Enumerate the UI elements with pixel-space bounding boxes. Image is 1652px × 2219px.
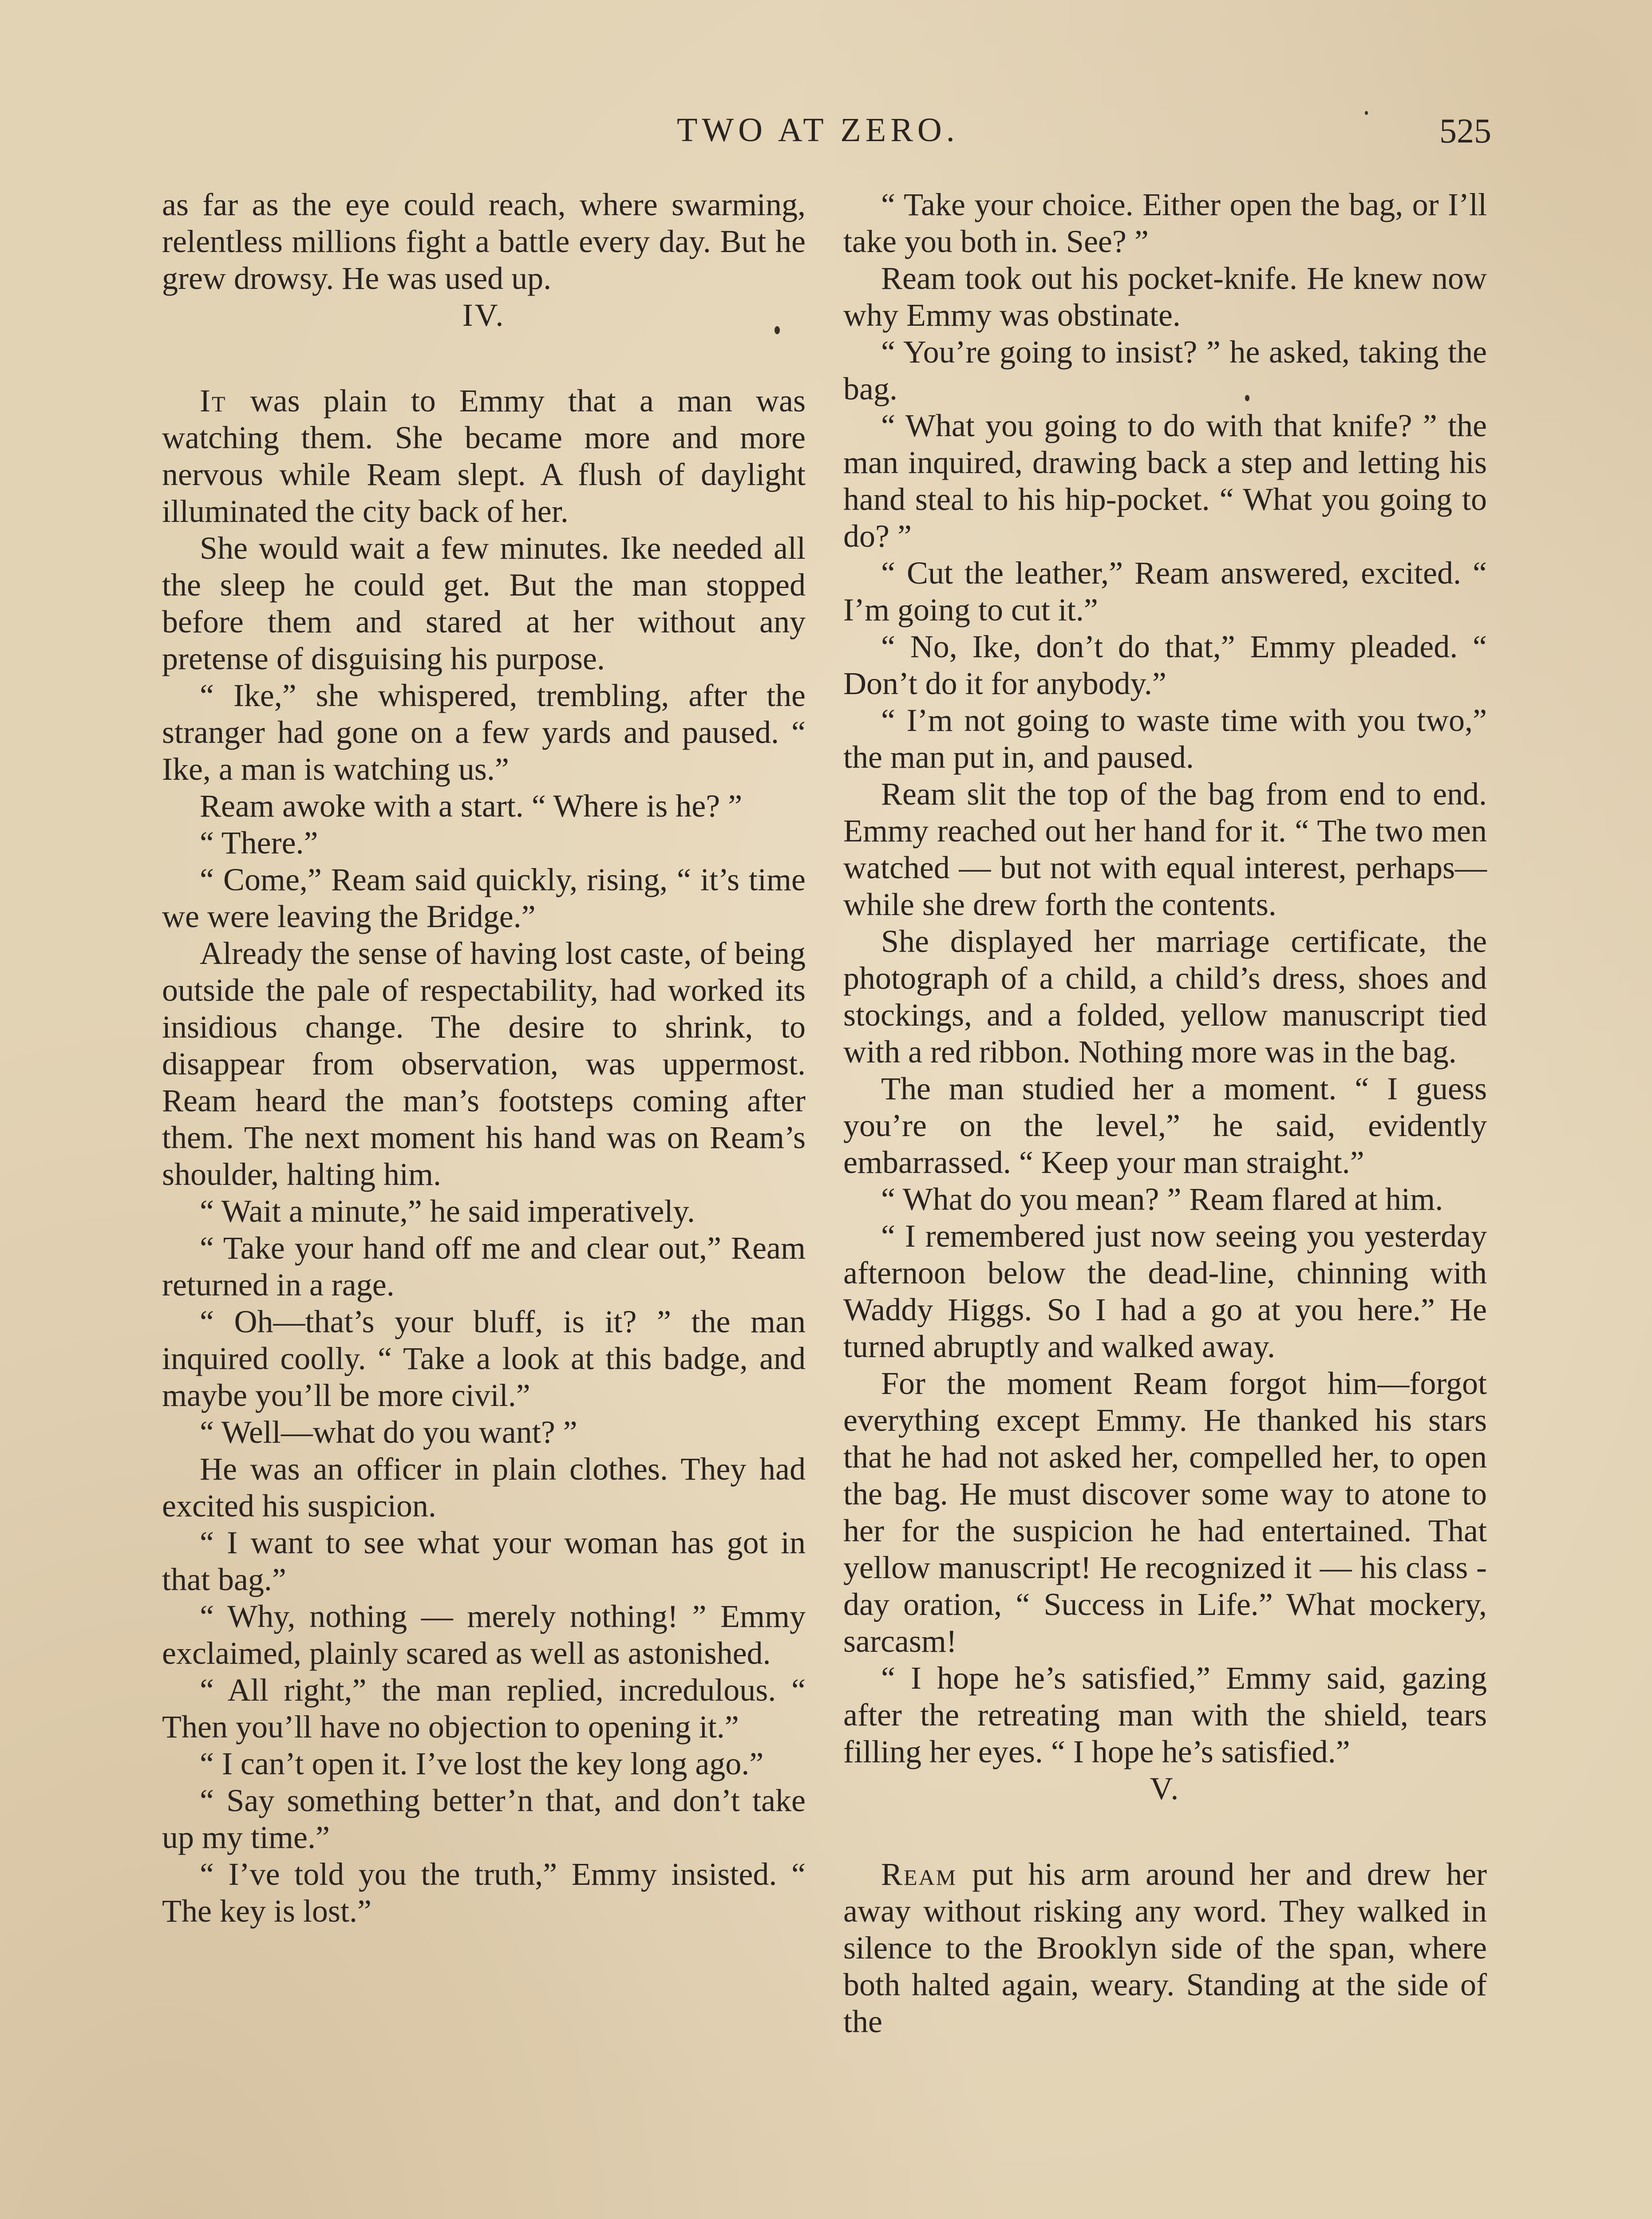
paragraph: “ Say something better’n that, and don’t take up my time.” (162, 1783, 806, 1855)
paragraph-text: was plain to Emmy that a man was watching them. She became more and more nervous while Ream slept. A flush of daylight illuminated the city back of her. (162, 383, 806, 529)
paper-speck (1245, 395, 1249, 401)
paper-speck (1365, 111, 1368, 115)
paragraph: “ Take your hand off me and clear out,” Ream returned in a rage. (162, 1230, 806, 1303)
paragraph: For the moment Ream forgot him—forgot everything except Emmy. He thanked his stars that he had not asked her, compelled her, to open the bag. He must discover some way to atone to her for the suspicion he had entertained. That yellow manuscript! He recognized it — his class - day oration, “ Success in Life.” What mockery, sarcasm! (843, 1366, 1487, 1659)
paragraph: He was an officer in plain clothes. They had excited his suspicion. (162, 1451, 806, 1524)
paragraph: Ream awoke with a start. “ Where is he? ” (200, 788, 743, 824)
paragraph (162, 383, 806, 530)
paragraph: She would wait a few minutes. Ike needed all the sleep he could get. But the man stopped before them and stared at her without any pretense of disguising his purpose. (162, 530, 806, 676)
paragraph (843, 1856, 1487, 2040)
paragraph: “ Come,” Ream said quickly, rising, “ it’s time we were leaving the Bridge.” (162, 862, 806, 934)
paragraph: She displayed her marriage certificate, the photograph of a child, a child’s dress, shoes and stockings, and a folded, yellow manuscript tied with a red ribbon. Nothing more was in the bag. (843, 924, 1487, 1070)
small-caps-lead: It (200, 383, 227, 419)
paragraph: “ I want to see what your woman has got in that bag.” (162, 1525, 806, 1597)
paragraph: The man studied her a moment. “ I guess you’re on the level,” he said, evidently embarrassed. “ Keep your man straight.” (843, 1071, 1487, 1180)
paragraph: “ Oh—that’s your bluff, is it? ” the man inquired coolly. “ Take a look at this badge, and maybe you’ll be more civil.” (162, 1304, 806, 1413)
running-title: TWO AT ZERO. (677, 111, 959, 149)
paragraph: “ All right,” the man replied, incredulous. “ Then you’ll have no objection to opening it.” (162, 1672, 806, 1745)
paragraph: Already the sense of having lost caste, of being outside the pale of respectability, had worked its insidious change. The desire to shrink, to disappear from observation, was uppermost. Ream heard the man’s footsteps coming after them. The next moment his hand was on Ream’s shoulder, halting him. (162, 936, 806, 1192)
paragraph: “ Why, nothing — merely nothing! ” Emmy exclaimed, plainly scared as well as astonished. (162, 1599, 806, 1671)
page-number: 525 (1439, 111, 1491, 150)
paragraph: “ I’ve told you the truth,” Emmy insisted. “ The key is lost.” (162, 1856, 806, 1929)
paragraph: “ No, Ike, don’t do that,” Emmy pleaded. “ Don’t do it for anybody.” (843, 629, 1487, 701)
paragraph: Ream slit the top of the bag from end to end. Emmy reached out her hand for it. “ The two men watched — but not with equal interest, perhaps—while she drew forth the contents. (843, 776, 1487, 922)
paragraph: “ What you going to do with that knife? ” the man inquired, drawing back a step and letting his hand steal to his hip-pocket. “ What you going to do? ” (843, 408, 1487, 554)
paragraph: “ Wait a minute,” he said imperatively. (200, 1193, 695, 1229)
paragraph: “ What do you mean? ” Ream flared at him. (881, 1181, 1443, 1217)
paragraph: “ Ike,” she whispered, trembling, after the stranger had gone on a few yards and paused. “ Ike, a man is watching us.” (162, 678, 806, 787)
paragraph: “ I can’t open it. I’ve lost the key long ago.” (200, 1746, 764, 1781)
paragraph: as far as the eye could reach, where swarming, relentless millions fight a battle every day. But he grew drowsy. He was used up. (162, 187, 806, 296)
paragraph: “ I remembered just now seeing you yesterday afternoon below the dead-line, chinning with Waddy Higgs. So I had a go at you here.” He turned abruptly and walked away. (843, 1218, 1487, 1364)
paragraph: “ I’m not going to waste time with you two,” the man put in, and paused. (843, 703, 1487, 775)
section-heading-iv: IV. (462, 297, 506, 333)
page-header (160, 111, 1491, 164)
paragraph: Ream took out his pocket-knife. He knew now why Emmy was obstinate. (843, 261, 1487, 333)
paragraph: “ There.” (200, 825, 318, 861)
small-caps-lead: Ream (881, 1856, 957, 1892)
paragraph: “ You’re going to insist? ” he asked, taking the bag. (843, 334, 1487, 407)
paper-speck (775, 326, 780, 334)
section-heading-v: V. (1150, 1771, 1181, 1806)
paragraph: “ Take your choice. Either open the bag, or I’ll take you both in. See? ” (843, 187, 1487, 259)
paragraph-text: put his arm around her and drew her away without risking any word. They walked in silence to the Brooklyn side of the span, where both halted again, weary. Standing at the side of the (843, 1856, 1487, 2039)
right-column (843, 186, 1487, 2040)
paragraph: “ Cut the leather,” Ream answered, excited. “ I’m going to cut it.” (843, 555, 1487, 628)
paragraph: “ I hope he’s satisfied,” Emmy said, gazing after the retreating man with the shield, tears filling her eyes. “ I hope he’s satisfied.” (843, 1660, 1487, 1769)
left-column (162, 186, 806, 1930)
paragraph: “ Well—what do you want? ” (200, 1414, 577, 1450)
